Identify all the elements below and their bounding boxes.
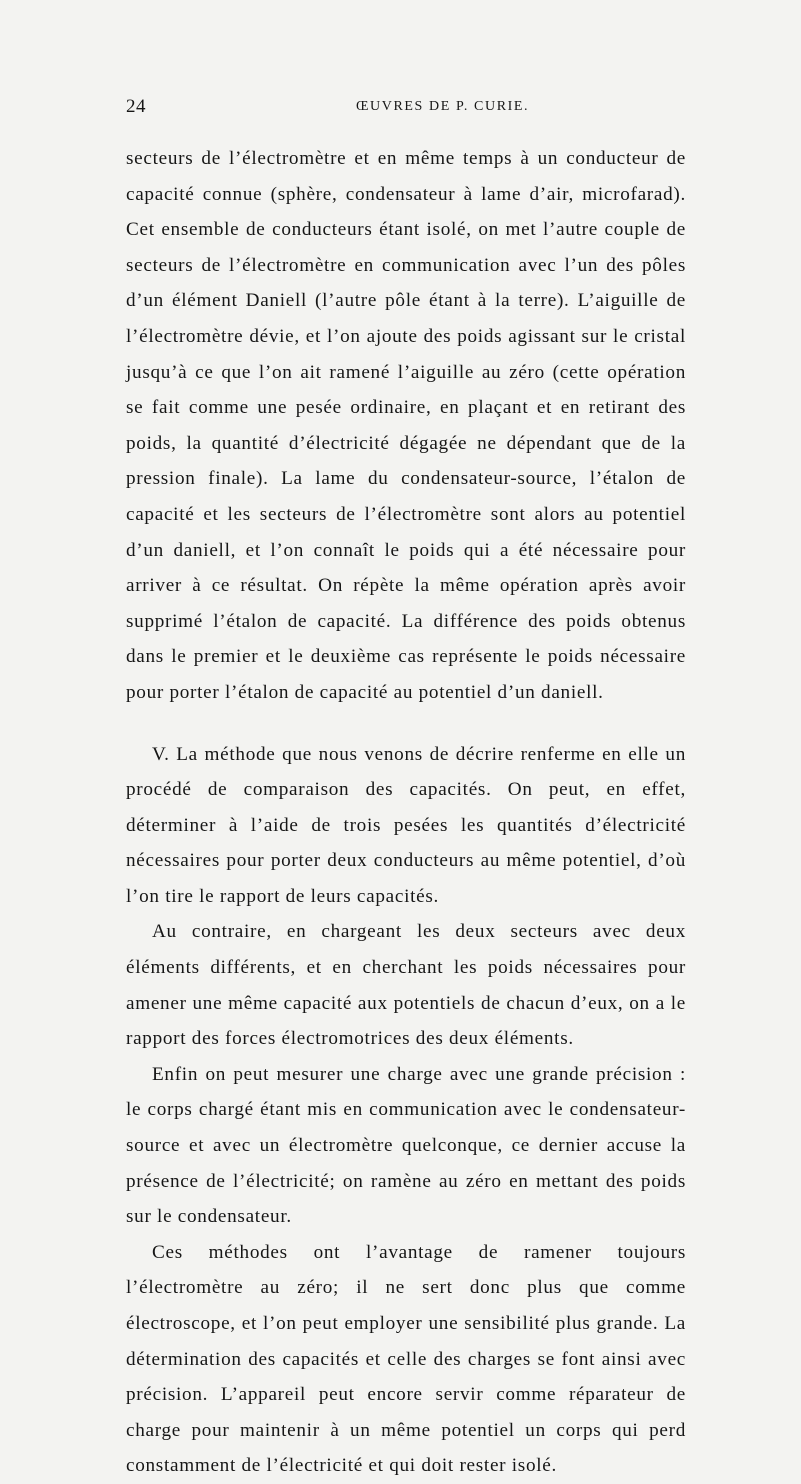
running-head: ŒUVRES DE P. CURIE.	[356, 99, 530, 114]
body-text	[126, 141, 686, 1484]
page-number: 24	[126, 96, 146, 117]
paragraph-continued: secteurs de l’électromètre et en même temps à un conducteur de capacité connue (sphère, condensateur à lame d’air, microfarad). Cet ensemble de conducteurs étant isolé, on met l’autre couple de secteurs de l’électromètre en communication avec l’un des pôles d’un élément Daniell (l’autre pôle étant à la terre). L’aiguille de l’électromètre dévie, et l’on ajoute des poids agissant sur le cristal jusqu’à ce que l’on ait ramené l’aiguille au zéro (cette opération se fait comme une pesée ordinaire, en plaçant et en retirant des poids, la quantité d’électricité dégagée ne dépendant que de la pression finale). La lame du condensateur-source, l’étalon de capacité et les secteurs de l’électromètre sont alors au potentiel d’un daniell, et l’on connaît le poids qui a été nécessaire pour arriver à ce résultat. On répète la même opération après avoir supprimé l’étalon de capacité. La différence des poids obtenus dans le premier et le deuxième cas représente le poids nécessaire pour porter l’étalon de capacité au potentiel d’un daniell.	[126, 148, 686, 703]
paragraph: Enfin on peut mesurer une charge avec une grande précision : le corps chargé étant mis en communication avec le condensateur-source et avec un électromètre quelconque, ce dernier accuse la présence de l’électricité; on ramène au zéro en mettant des poids sur le condensateur.	[126, 1063, 686, 1228]
paragraph: Au contraire, en chargeant les deux secteurs avec deux éléments différents, et en cherchant les poids nécessaires pour amener une même capacité aux potentiels de chacun d’eux, on a le rapport des forces électromotrices des deux éléments.	[126, 921, 686, 1050]
page-header	[126, 96, 686, 120]
paragraph-section-v: V. La méthode que nous venons de décrire renferme en elle un procédé de comparaison des capacités. On peut, en effet, déterminer à l’aide de trois pesées les quantités d’électricité nécessaires pour porter deux conducteurs au même potentiel, d’où l’on tire le rapport de leurs capacités.	[126, 743, 686, 907]
paragraph: Ces méthodes ont l’avantage de ramener toujours l’électromètre au zéro; il ne sert donc plus que comme électroscope, et l’on peut employer une sensibilité plus grande. La détermination des capacités et celle des charges se font ainsi avec précision. L’appareil peut encore servir comme réparateur de charge pour maintenir à un même potentiel un corps qui perd constamment de l’électricité et qui doit rester isolé.	[126, 1241, 686, 1477]
